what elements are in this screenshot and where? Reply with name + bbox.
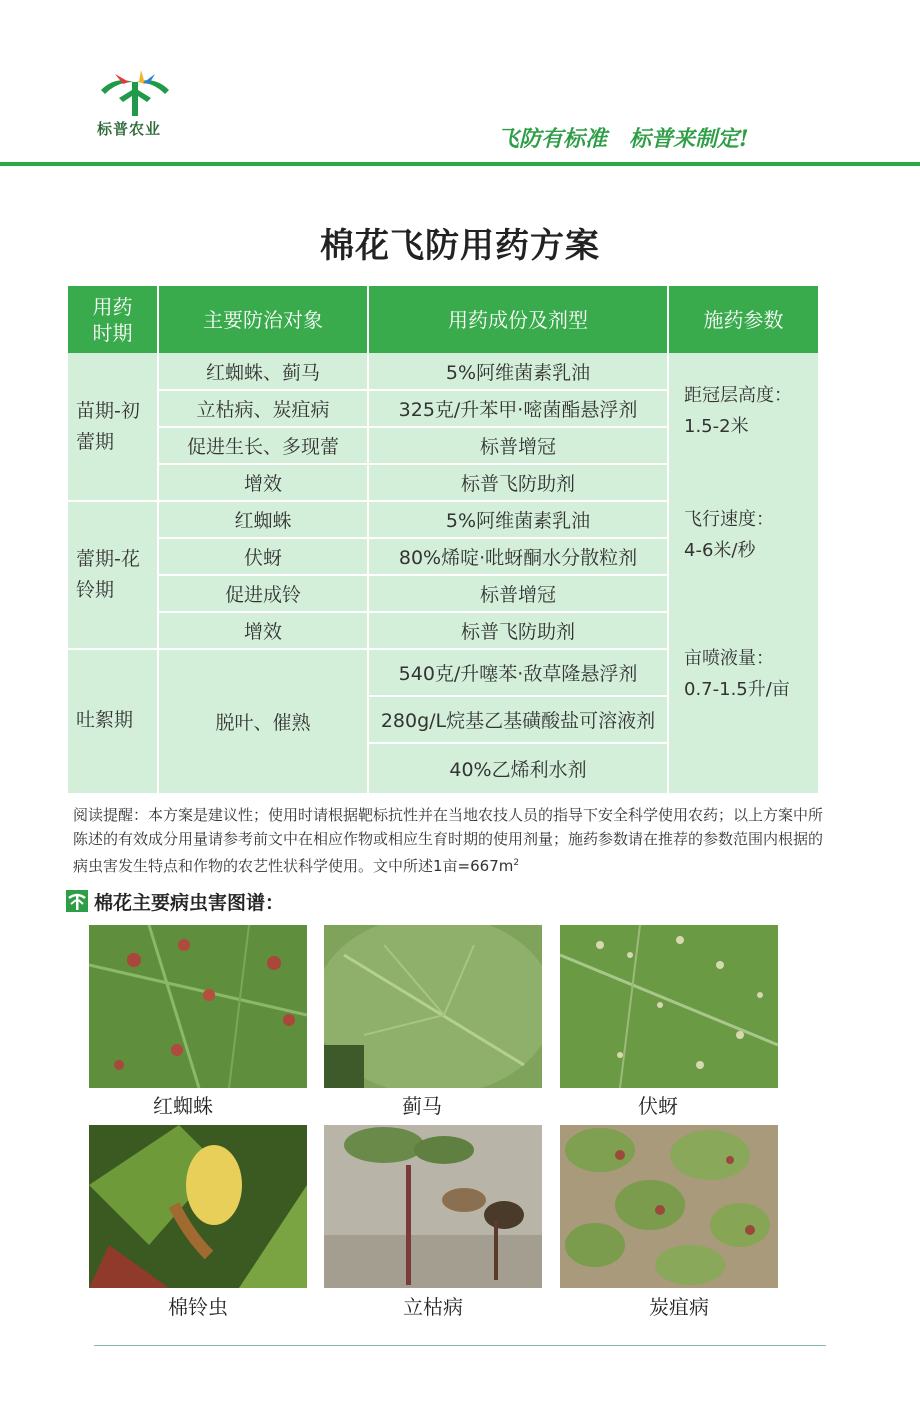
header-period	[68, 286, 157, 353]
header-rule	[0, 162, 920, 166]
spray-plan-table	[68, 286, 818, 793]
agent-cell: 540克/升噻苯·敌草隆悬浮剂	[398, 663, 638, 685]
param-height-value: 1.5-2米	[684, 416, 749, 437]
param-volume	[684, 643, 790, 705]
reading-note-text: 阅读提醒：本方案是建议性；使用时请根据靶标抗性并在当地农技人员的指导下安全科学使用农药；以上方案中所陈述的有效成分用量请参考前文中在相应作物或相应生育时期的使用剂量；施药参数请在推荐的参数范围内根据的病虫害发生特点和作物的农艺性状科学使用。文中所述1亩=667m	[73, 806, 824, 875]
page-title: 棉花飞防用药方案	[320, 226, 600, 266]
target-cell: 促进成铃	[224, 584, 301, 606]
header-params: 施药参数	[703, 307, 784, 332]
caption-anthracnose: 炭疽病	[649, 1295, 709, 1319]
param-height	[684, 380, 792, 442]
period-boll-opening: 吐絮期	[76, 709, 134, 731]
agent-cell: 标普飞防助剂	[460, 473, 575, 495]
anthracnose-photo	[560, 1125, 778, 1288]
damping-off-photo	[324, 1125, 542, 1288]
footer-rule	[94, 1345, 826, 1346]
param-speed-label: 飞行速度：	[684, 509, 774, 530]
agent-cell: 40%乙烯利水剂	[449, 759, 587, 781]
param-volume-value: 0.7-1.5升/亩	[684, 679, 790, 700]
target-cell: 红蜘蛛	[234, 510, 292, 532]
target-cell: 促进生长、多现蕾	[186, 436, 339, 458]
caption-aphid: 伏蚜	[638, 1094, 678, 1118]
target-cell: 增效	[243, 473, 282, 495]
period-flowering: 蕾期-花铃期	[76, 548, 140, 601]
caption-cotton-bollworm: 棉铃虫	[168, 1295, 228, 1319]
col-divider	[667, 286, 669, 793]
agent-cell: 80%烯啶·吡蚜酮水分散粒剂	[398, 547, 638, 569]
reading-note-sup: 2	[513, 858, 520, 868]
brand-name: 标普农业	[97, 120, 162, 138]
agent-cell: 280g/L烷基乙基磺酸盐可溶液剂	[380, 710, 656, 732]
cotton-bollworm-photo	[89, 1125, 307, 1288]
agent-cell: 325克/升苯甲·嘧菌酯悬浮剂	[398, 399, 638, 421]
agent-cell: 标普增冠	[479, 584, 556, 606]
header-target: 主要防治对象	[203, 307, 323, 332]
agent-cell: 标普增冠	[479, 436, 556, 458]
target-cell: 立枯病、炭疽病	[196, 399, 330, 421]
agent-cell: 5%阿维菌素乳油	[445, 362, 591, 384]
agent-cell: 标普飞防助剂	[460, 621, 575, 643]
period-seedling: 苗期-初蕾期	[76, 400, 140, 453]
brand-mark-icon	[66, 890, 88, 912]
target-cell: 脱叶、催熟	[215, 712, 311, 734]
reading-note	[73, 803, 833, 878]
param-speed	[684, 504, 774, 566]
target-cell: 增效	[243, 621, 282, 643]
target-cell: 伏蚜	[243, 547, 282, 569]
caption-thrips: 蓟马	[402, 1094, 442, 1118]
param-speed-value: 4-6米/秒	[684, 540, 756, 561]
target-cell: 红蜘蛛、蓟马	[205, 362, 320, 384]
slogan-right: 标普来制定!	[629, 126, 749, 152]
slogan-left: 飞防有标准	[497, 126, 608, 152]
aphid-photo	[560, 925, 778, 1088]
thrips-photo	[324, 925, 542, 1088]
gallery-title: 棉花主要病虫害图谱：	[94, 891, 285, 914]
header-agent: 用药成份及剂型	[448, 307, 588, 332]
slogan	[497, 122, 749, 153]
red-spider-mite-photo	[89, 925, 307, 1088]
param-volume-label: 亩喷液量：	[684, 648, 774, 669]
gallery-header	[66, 888, 284, 914]
agent-cell: 5%阿维菌素乳油	[445, 510, 591, 532]
caption-damping-off: 立枯病	[403, 1295, 463, 1319]
header-period-label: 用药时期	[92, 294, 133, 345]
caption-red-spider-mite: 红蜘蛛	[153, 1094, 213, 1118]
param-height-label: 距冠层高度：	[684, 385, 792, 406]
